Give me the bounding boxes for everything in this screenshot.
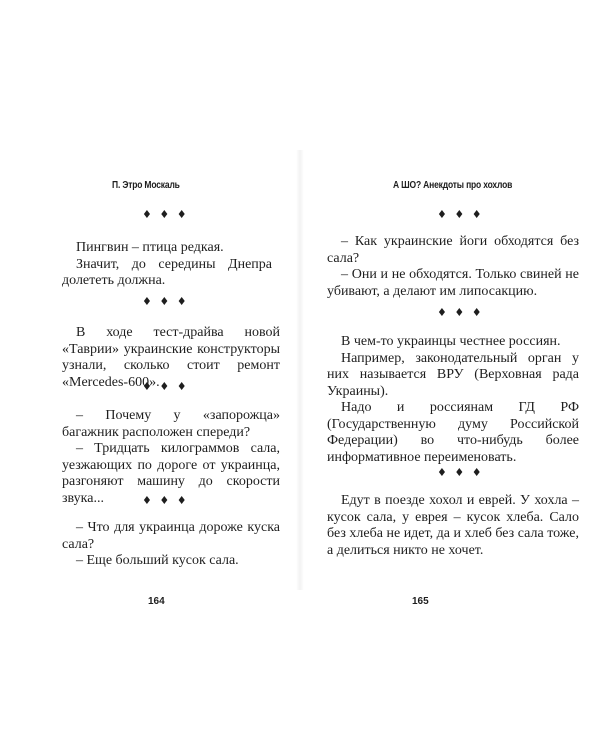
joke-paragraph: В ходе тест-драйва новой «Таврии» украинские конструкторы узнали, сколько стоит ремонт «Mercedes-600». [62,325,280,390]
joke-block [327,493,579,559]
running-head-right: А ШО? Анекдоты про хохлов [393,180,513,191]
joke-paragraph: Надо и россиянам ГД РФ (Государственную думу Российской Федерации) во что-нибудь более информативное переименовать. [327,400,579,465]
joke-block [62,520,280,570]
joke-paragraph: – Что для украинца дороже куска сала? [62,520,280,552]
joke-paragraph: – Они и не обходятся. Только свиней не убивают, а делают им липосакцию. [327,267,579,299]
running-head-left: П. Этро Москаль [112,180,180,191]
joke-paragraph: Значит, до середины Днепра долететь должна. [62,256,272,288]
joke-block [327,234,579,300]
separator-diamonds: ♦ ♦ ♦ [142,494,189,507]
separator-diamonds: ♦ ♦ ♦ [142,380,189,393]
right-page [300,0,600,750]
joke-paragraph: – Еще больший кусок сала. [76,553,239,568]
joke-block [62,240,272,290]
separator-diamonds: ♦ ♦ ♦ [142,208,189,221]
joke-paragraph: В чем-то украинцы честнее россиян. [341,334,561,349]
page-number-left: 164 [148,596,165,607]
joke-paragraph: – Как украинские йоги обходятся без сала? [327,234,579,266]
separator-diamonds: ♦ ♦ ♦ [142,295,189,308]
joke-paragraph: Пингвин – птица редкая. [76,240,224,255]
joke-paragraph: – Почему у «запорожца» багажник расположен спереди? [62,408,280,440]
joke-paragraph: – Тридцать килограммов сала, уезжающих по дороге от украинца, разгоняют машину до скорости звука... [62,441,280,506]
joke-paragraph: Едут в поезде хохол и еврей. У хохла – кусок сала, у еврея – кусок хлеба. Сало без хлеба не идет, да и хлеб без сала тоже, а делиться никто не хочет. [327,493,579,558]
separator-diamonds: ♦ ♦ ♦ [437,208,484,221]
joke-block [62,408,280,507]
separator-diamonds: ♦ ♦ ♦ [437,306,484,319]
joke-paragraph: Например, законодательный орган у них называется ВРУ (Верховная рада Украины). [327,350,579,399]
page-number-right: 165 [412,596,429,607]
separator-diamonds: ♦ ♦ ♦ [437,466,484,479]
joke-block [327,334,579,466]
